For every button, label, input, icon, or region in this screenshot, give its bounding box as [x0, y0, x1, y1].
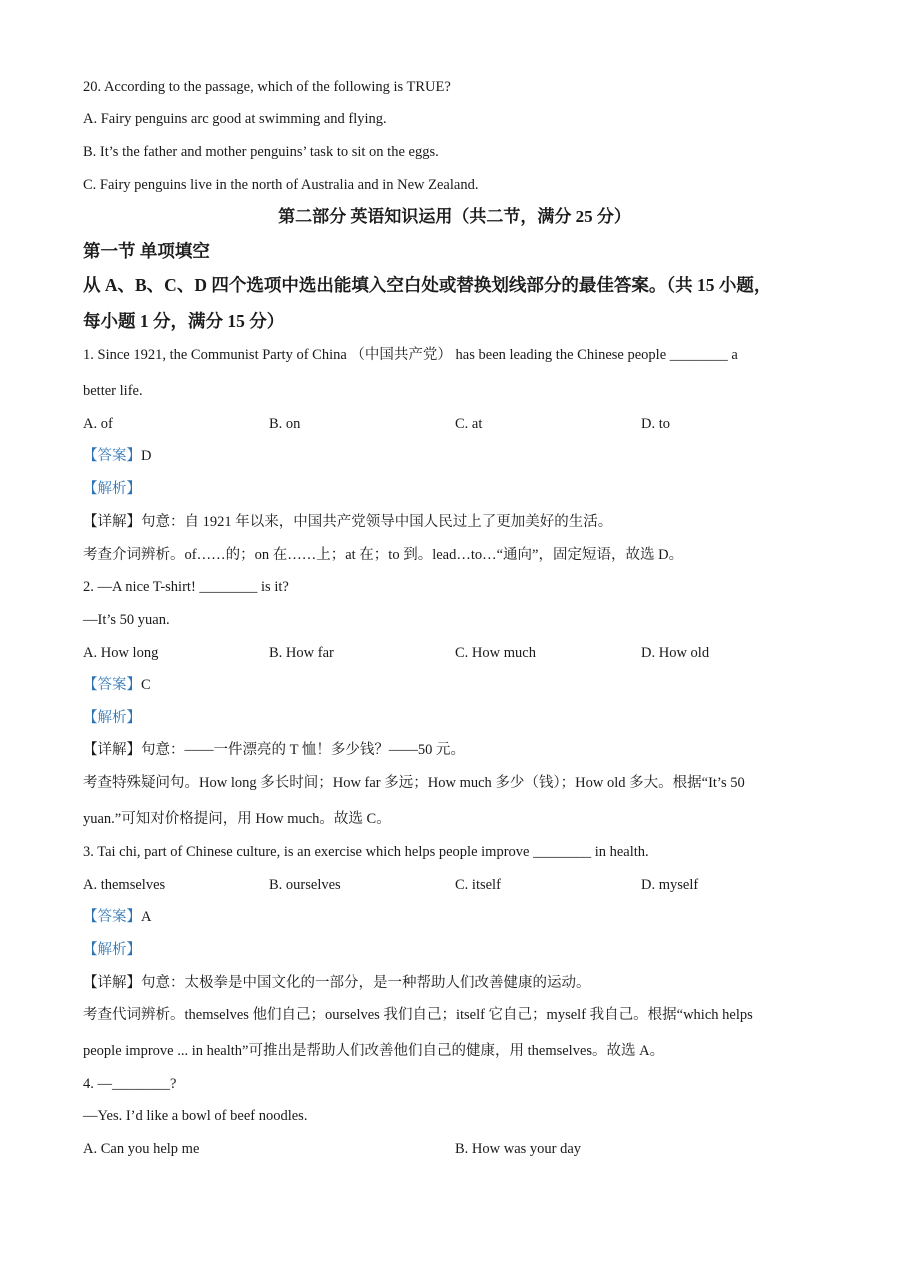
q20-stem: 20. According to the passage, which of the following is TRUE?: [83, 79, 451, 95]
q1-explanation: 考查介词辨析。of……的；on 在……上；at 在；to 到。lead…to…“通向”，固定短语，故选 D。: [83, 547, 684, 563]
q2-stem-line-1: 2. —A nice T-shirt! ________ is it?: [83, 579, 289, 595]
q1-stem-line-1: 1. Since 1921, the Communist Party of China （中国共产党） has been leading the Chinese people ________ a: [83, 347, 738, 363]
q1-option-b: B. on: [269, 416, 301, 432]
q3-option-a: A. themselves: [83, 877, 166, 893]
q3-stem: 3. Tai chi, part of Chinese culture, is an exercise which helps people improve ________ in health.: [83, 844, 649, 860]
q20-option-b: B. It’s the father and mother penguins’ task to sit on the eggs.: [83, 144, 439, 160]
q2-option-b: B. How far: [269, 645, 334, 661]
q3-option-d: D. myself: [641, 877, 699, 893]
q1-answer: [83, 446, 151, 466]
section-title: 第一节 单项填空: [83, 241, 210, 261]
q2-answer-value: C: [141, 677, 151, 693]
q4-option-b: B. How was your day: [455, 1141, 582, 1157]
q2-stem-line-2: —It’s 50 yuan.: [83, 612, 170, 628]
q3-answer: [83, 907, 151, 927]
q3-option-b: B. ourselves: [269, 877, 341, 893]
q1-analysis-label: 【解析】: [83, 481, 141, 497]
q3-option-c: C. itself: [455, 877, 501, 893]
q2-explanation-line-2: yuan.”可知对价格提问，用 How much。故选 C。: [83, 811, 391, 827]
instructions-line-2: 每小题 1 分，满分 15 分）: [83, 311, 285, 331]
part-title: 第二部分 英语知识运用（共二节，满分 25 分）: [278, 207, 631, 226]
q3-detail: 【详解】句意：太极拳是中国文化的一部分，是一种帮助人们改善健康的运动。: [83, 975, 591, 991]
q3-explanation-line-1: 考查代词辨析。themselves 他们自己；ourselves 我们自己；itself 它自己；myself 我自己。根据“which helps: [83, 1007, 753, 1023]
q2-analysis-label: 【解析】: [83, 710, 141, 726]
q1-option-a: A. of: [83, 416, 113, 432]
q3-analysis-label: 【解析】: [83, 942, 141, 958]
q3-answer-value: A: [141, 909, 152, 925]
answer-label: 【答案】: [83, 677, 141, 693]
instructions-line-1: 从 A、B、C、D 四个选项中选出能填入空白处或替换划线部分的最佳答案。（共 15 小题，: [83, 275, 772, 295]
answer-label: 【答案】: [83, 909, 141, 925]
answer-label: 【答案】: [83, 448, 141, 464]
q2-explanation-line-1: 考查特殊疑问句。How long 多长时间；How far 多远；How much 多少（钱）；How old 多大。根据“It’s 50: [83, 775, 745, 791]
q20-option-a: A. Fairy penguins arc good at swimming and flying.: [83, 111, 387, 127]
q2-answer: [83, 675, 151, 695]
q4-stem-line-1: 4. —________?: [83, 1076, 177, 1092]
q1-answer-value: D: [141, 448, 152, 464]
q1-stem-line-2: better life.: [83, 383, 143, 399]
q4-option-a: A. Can you help me: [83, 1141, 200, 1157]
q1-detail: 【详解】句意：自 1921 年以来，中国共产党领导中国人民过上了更加美好的生活。: [83, 514, 613, 530]
q2-option-a: A. How long: [83, 645, 159, 661]
q4-stem-line-2: —Yes. I’d like a bowl of beef noodles.: [83, 1108, 308, 1124]
q2-option-c: C. How much: [455, 645, 536, 661]
q1-option-c: C. at: [455, 416, 483, 432]
q2-detail: 【详解】句意：——一件漂亮的 T 恤！多少钱？——50 元。: [83, 742, 465, 758]
q20-option-c: C. Fairy penguins live in the north of Australia and in New Zealand.: [83, 177, 479, 193]
q2-option-d: D. How old: [641, 645, 710, 661]
q3-explanation-line-2: people improve ... in health”可推出是帮助人们改善他们自己的健康，用 themselves。故选 A。: [83, 1043, 665, 1059]
q1-option-d: D. to: [641, 416, 670, 432]
